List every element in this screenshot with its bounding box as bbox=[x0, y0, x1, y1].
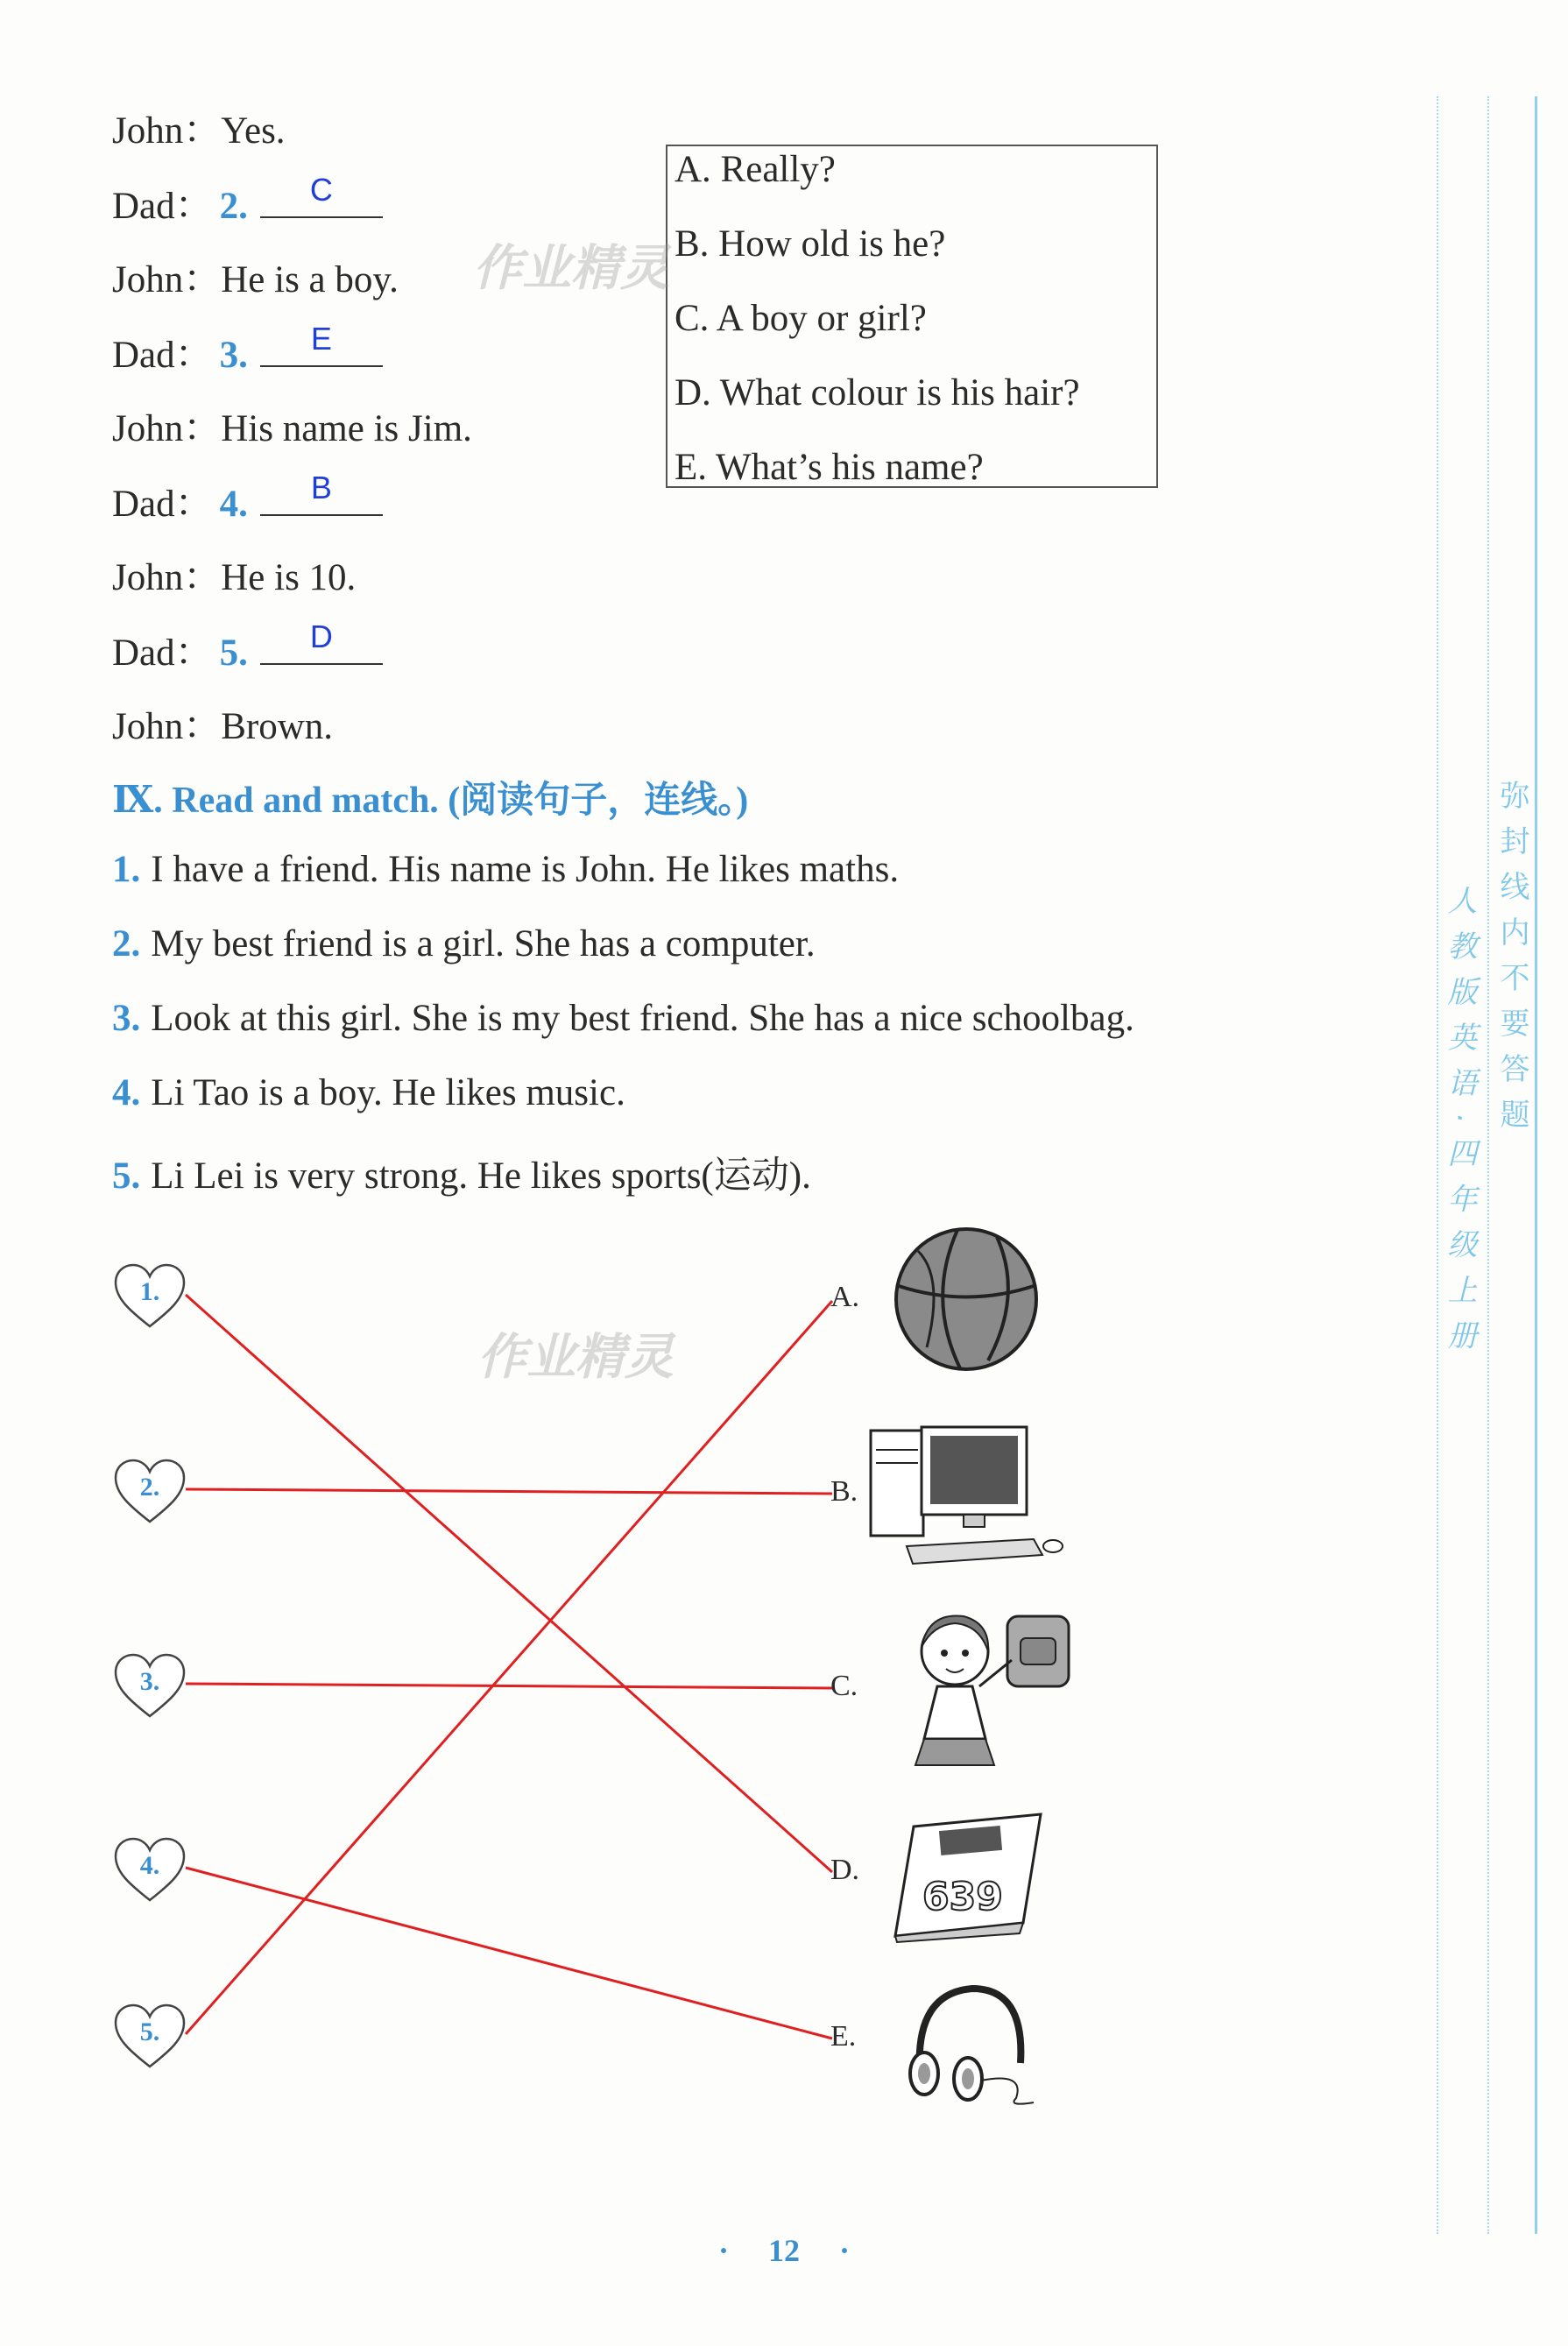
heart-2[interactable] bbox=[112, 1457, 187, 1527]
speaker: John： bbox=[112, 110, 222, 152]
speaker: Dad： bbox=[112, 632, 213, 674]
sentence-number: 2. bbox=[112, 923, 141, 965]
sentence-number: 4. bbox=[112, 1072, 141, 1113]
option-e: E. What’s his name? bbox=[675, 447, 984, 488]
match-line-4-e bbox=[186, 1868, 832, 2039]
match-line-1-d bbox=[186, 1295, 832, 1872]
heart-number: 3. bbox=[139, 1667, 160, 1696]
option-b: B. How old is he? bbox=[675, 223, 946, 265]
sentence-text: Li Tao is a boy. He likes music. bbox=[151, 1072, 625, 1113]
dot: · bbox=[717, 2233, 729, 2268]
sentence-text: I have a friend. His name is John. He likes maths. bbox=[151, 849, 900, 890]
letter-a[interactable]: A. bbox=[830, 1281, 860, 1313]
match-line-3-c bbox=[186, 1684, 832, 1688]
dialogue-text: Yes. bbox=[221, 110, 286, 152]
binding-margin bbox=[1437, 96, 1542, 2234]
letter-d[interactable]: D. bbox=[830, 1854, 860, 1886]
sentence-number: 1. bbox=[112, 849, 141, 890]
speaker: John： bbox=[112, 259, 222, 300]
section-title: Ⅸ. Read and match. (阅读句子，连线。) bbox=[112, 781, 749, 821]
speaker: John： bbox=[112, 706, 222, 747]
page-number-value: 12 bbox=[768, 2233, 800, 2268]
heart-5[interactable] bbox=[112, 2002, 187, 2072]
speaker: Dad： bbox=[112, 335, 213, 376]
computer-icon bbox=[867, 1424, 1069, 1568]
handwritten-answer: E bbox=[310, 321, 332, 357]
dialogue-text: He is 10. bbox=[221, 557, 357, 598]
heart-3[interactable] bbox=[112, 1651, 187, 1721]
option-a: A. Really? bbox=[675, 149, 836, 190]
girl-with-schoolbag-icon bbox=[902, 1599, 1077, 1774]
page-number bbox=[0, 2232, 1568, 2269]
dotted-line bbox=[1487, 96, 1489, 2234]
sentence-text: Li Lei is very strong. He likes sports(运动). bbox=[151, 1155, 811, 1197]
option-c: C. A boy or girl? bbox=[675, 298, 927, 339]
heart-number: 2. bbox=[139, 1473, 160, 1502]
option-d: D. What colour is his hair? bbox=[675, 372, 1080, 413]
sentence-number: 3. bbox=[112, 998, 141, 1039]
headphones-icon bbox=[902, 1975, 1042, 2107]
dialogue-text: Brown. bbox=[221, 706, 334, 747]
seal-line bbox=[1535, 96, 1537, 2234]
sentence-number: 5. bbox=[112, 1155, 141, 1197]
heart-4[interactable] bbox=[112, 1835, 187, 1905]
speaker: John： bbox=[112, 557, 222, 598]
letter-b[interactable]: B. bbox=[830, 1475, 858, 1508]
math-book-icon bbox=[892, 1809, 1045, 1945]
question-number: 4. bbox=[219, 484, 248, 525]
heart-number: 4. bbox=[139, 1851, 160, 1880]
question-number: 3. bbox=[219, 335, 248, 376]
sentence-text: My best friend is a girl. She has a computer. bbox=[151, 923, 816, 965]
dialogue-text: His name is Jim. bbox=[221, 408, 472, 449]
question-number: 2. bbox=[219, 186, 248, 227]
handwritten-answer: B bbox=[310, 470, 332, 505]
speaker: John： bbox=[112, 408, 222, 449]
book-title-vertical: 人教版英语·四年级上册 bbox=[1442, 885, 1477, 1366]
watermark: 作业精灵 bbox=[473, 240, 669, 297]
dialogue-text: He is a boy. bbox=[221, 259, 399, 300]
question-number: 5. bbox=[219, 632, 248, 674]
handwritten-answer: C bbox=[309, 172, 333, 208]
svg-text:639: 639 bbox=[922, 1875, 1003, 1919]
binding-text: 弥封线内不要答题 bbox=[1494, 780, 1529, 1144]
heart-number: 1. bbox=[139, 1277, 160, 1306]
letter-c[interactable]: C. bbox=[830, 1670, 858, 1702]
sentence-text: Look at this girl. She is my best friend. She has a nice schoolbag. bbox=[151, 998, 1134, 1039]
speaker: Dad： bbox=[112, 186, 213, 227]
heart-number: 5. bbox=[139, 2017, 160, 2046]
match-line-2-b bbox=[186, 1489, 832, 1494]
heart-1[interactable] bbox=[112, 1261, 187, 1332]
speaker: Dad： bbox=[112, 484, 213, 525]
match-line-5-a bbox=[186, 1301, 832, 2034]
dot: · bbox=[839, 2233, 851, 2268]
watermark: 作业精灵 bbox=[477, 1329, 674, 1386]
handwritten-answer: D bbox=[309, 618, 333, 654]
basketball-icon bbox=[892, 1225, 1041, 1374]
letter-e[interactable]: E. bbox=[830, 2020, 857, 2053]
